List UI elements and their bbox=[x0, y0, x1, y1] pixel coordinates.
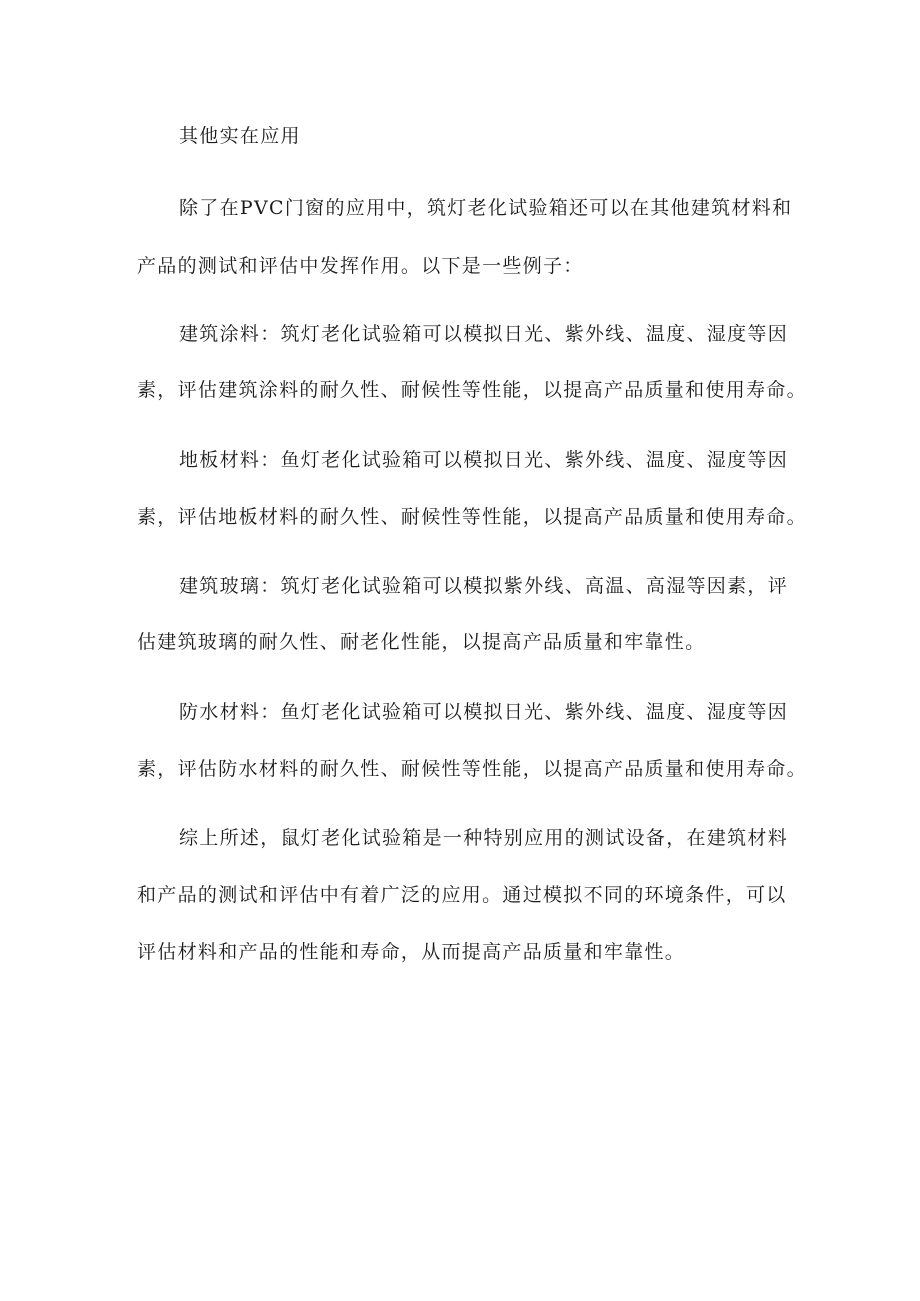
paragraph-waterproofing-line-2: 素，评估防水材料的耐久性、耐候性等性能，以提高产品质量和使用寿命。 bbox=[137, 758, 807, 780]
paragraph-intro-line-1: 除了在PVC门窗的应用中，筑灯老化试验箱还可以在其他建筑材料和 bbox=[179, 197, 793, 219]
section-heading: 其他实在应用 bbox=[179, 125, 301, 147]
document-page bbox=[137, 0, 807, 1301]
paragraph-coatings-line-1: 建筑涂料：筑灯老化试验箱可以模拟日光、紫外线、温度、湿度等因 bbox=[179, 323, 789, 345]
paragraph-waterproofing-line-1: 防水材料：鱼灯老化试验箱可以模拟日光、紫外线、温度、湿度等因 bbox=[179, 701, 789, 723]
paragraph-glass-line-1: 建筑玻璃：筑灯老化试验箱可以模拟紫外线、高温、高湿等因素，评 bbox=[179, 575, 789, 597]
paragraph-flooring-line-2: 素，评估地板材料的耐久性、耐候性等性能，以提高产品质量和使用寿命。 bbox=[137, 506, 807, 528]
paragraph-flooring-line-1: 地板材料：鱼灯老化试验箱可以模拟日光、紫外线、温度、湿度等因 bbox=[179, 449, 789, 471]
paragraph-conclusion-line-2: 和产品的测试和评估中有着广泛的应用。通过模拟不同的环境条件，可以 bbox=[137, 884, 787, 906]
paragraph-conclusion-line-3: 评估材料和产品的性能和寿命，从而提高产品质量和牢靠性。 bbox=[137, 941, 686, 963]
paragraph-coatings-line-2: 素，评估建筑涂料的耐久性、耐候性等性能，以提高产品质量和使用寿命。 bbox=[137, 379, 807, 401]
paragraph-intro-line-2: 产品的测试和评估中发挥作用。以下是一些例子： bbox=[137, 255, 584, 277]
paragraph-glass-line-2: 估建筑玻璃的耐久性、耐老化性能，以提高产品质量和牢靠性。 bbox=[137, 631, 706, 653]
paragraph-conclusion-line-1: 综上所述，鼠灯老化试验箱是一种特别应用的测试设备，在建筑材料 bbox=[179, 827, 789, 849]
